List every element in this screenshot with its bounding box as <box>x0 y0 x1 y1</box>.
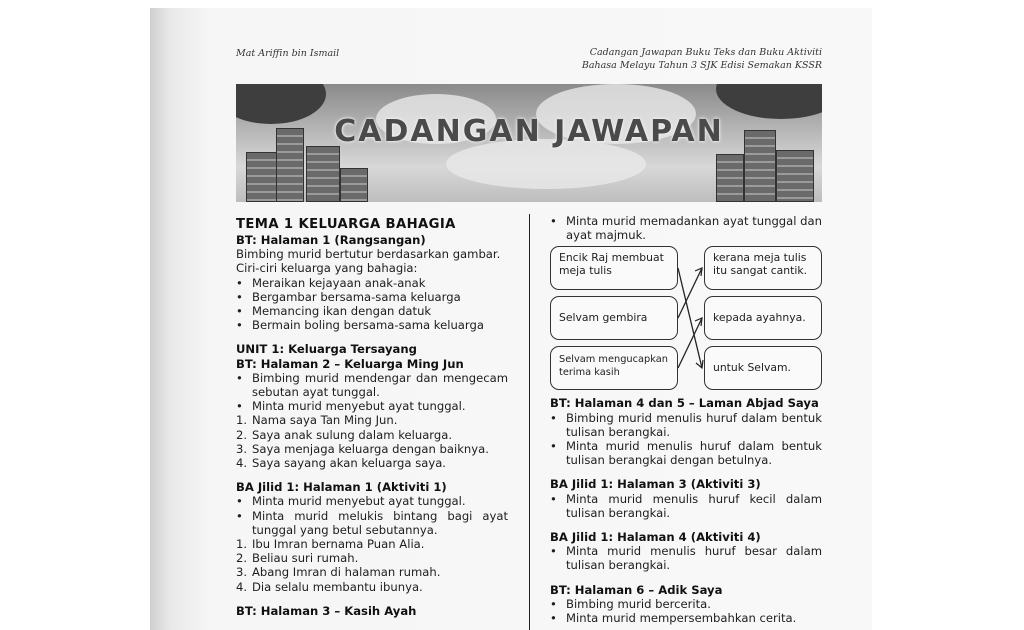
match-right-box: kerana meja tulis itu sangat cantik. <box>704 246 822 290</box>
list-item: 1. Ibu Imran bernama Puan Alia. <box>236 537 425 552</box>
list-item: 4. Saya sayang akan keluarga saya. <box>236 456 446 471</box>
list-item: • Bimbing murid mendengar dan mengecam sebutan ayat tunggal. <box>236 370 508 400</box>
bullet-list <box>236 276 508 333</box>
list-item: • Minta murid menulis huruf besar dalam tulisan berangkai. <box>550 544 822 573</box>
header-title-line-2: Bahasa Melayu Tahun 3 SJK Edisi Semakan KSSR <box>581 60 822 71</box>
section-heading: BT: Halaman 3 – Kasih Ayah <box>236 603 417 618</box>
list-item: • Minta murid mempersembahkan cerita. <box>550 611 797 626</box>
paragraph: Ciri-ciri keluarga yang bahagia: <box>236 261 418 276</box>
left-column <box>236 216 508 618</box>
section-heading: BT: Halaman 4 dan 5 – Laman Abjad Saya <box>550 396 819 411</box>
match-left-box: Encik Raj membuat meja tulis <box>550 246 678 290</box>
list-item: 3. Saya menjaga keluarga dengan baiknya. <box>236 441 489 456</box>
column-divider <box>529 214 530 630</box>
section-heading: BA Jilid 1: Halaman 3 (Aktiviti 3) <box>550 477 761 492</box>
section-heading: BT: Halaman 2 – Keluarga Ming Jun <box>236 356 464 371</box>
building-shape <box>776 150 814 202</box>
banner-illustration <box>236 84 822 202</box>
section-heading: BA Jilid 1: Halaman 4 (Aktiviti 4) <box>550 530 761 545</box>
bullet-list <box>550 411 822 468</box>
match-left-box: Selvam gembira <box>550 296 678 340</box>
list-item: • Minta murid menyebut ayat tunggal. <box>236 399 466 414</box>
theme-title: TEMA 1 KELUARGA BAHAGIA <box>236 217 456 232</box>
bullet-list <box>236 371 508 414</box>
list-item: 2. Saya anak sulung dalam keluarga. <box>236 427 453 442</box>
list-item: • Minta murid memadankan ayat tunggal dan ayat majmuk. <box>550 214 822 243</box>
banner-title: CADANGAN JAWAPAN <box>334 114 724 149</box>
list-item: • Minta murid menulis huruf dalam bentuk tulisan berangkai dengan betulnya. <box>550 439 822 468</box>
match-right-box: kepada ayahnya. <box>704 296 822 340</box>
list-item: 1. Nama saya Tan Ming Jun. <box>236 413 398 428</box>
list-item: 3. Abang Imran di halaman rumah. <box>236 565 441 580</box>
section-heading: BT: Halaman 1 (Rangsangan) <box>236 233 426 247</box>
list-item: • Bimbing murid menulis huruf dalam bentuk tulisan berangkai. <box>550 410 822 439</box>
scan-margin <box>0 0 160 630</box>
section-heading: BT: Halaman 6 – Adik Saya <box>550 582 723 597</box>
section-heading: BA Jilid 1: Halaman 1 (Aktiviti 1) <box>236 480 447 495</box>
list-item: • Bergambar bersama-sama keluarga <box>236 289 461 304</box>
list-item: • Meraikan kejayaan anak-anak <box>236 275 426 290</box>
numbered-list <box>236 413 508 470</box>
bullet-list <box>236 494 508 537</box>
list-item: • Minta murid menyebut ayat tunggal. <box>236 494 466 509</box>
numbered-list <box>236 537 508 594</box>
list-item: • Bimbing murid bercerita. <box>550 596 711 611</box>
paragraph: Bimbing murid bertutur berdasarkan gambar. <box>236 247 501 262</box>
bullet-list <box>550 544 822 572</box>
bullet-list <box>550 214 822 242</box>
list-item: • Bermain boling bersama-sama keluarga <box>236 318 484 333</box>
building-shape <box>716 154 744 202</box>
list-item: • Minta murid menulis huruf kecil dalam tulisan berangkai. <box>550 491 822 520</box>
matching-exercise <box>550 246 822 396</box>
building-shape <box>306 146 340 202</box>
list-item: 2. Beliau suri rumah. <box>236 551 359 566</box>
unit-heading: UNIT 1: Keluarga Tersayang <box>236 342 417 357</box>
list-item: • Memancing ikan dengan datuk <box>236 304 432 319</box>
bullet-list <box>550 597 822 625</box>
right-column <box>550 214 822 625</box>
match-right-box: untuk Selvam. <box>704 346 822 390</box>
page-header-author: Mat Ariffin bin Ismail <box>236 48 340 59</box>
bullet-list <box>550 492 822 520</box>
header-title-line-1: Cadangan Jawapan Buku Teks dan Buku Aktiviti <box>589 47 822 58</box>
book-page <box>150 8 872 630</box>
match-left-box: Selvam mengucapkan terima kasih <box>550 346 678 390</box>
building-shape <box>340 168 368 202</box>
list-item: • Minta murid melukis bintang bagi ayat tunggal yang betul sebutannya. <box>236 508 508 537</box>
list-item: 4. Dia selalu membantu ibunya. <box>236 579 423 594</box>
page-header-title <box>582 46 822 72</box>
